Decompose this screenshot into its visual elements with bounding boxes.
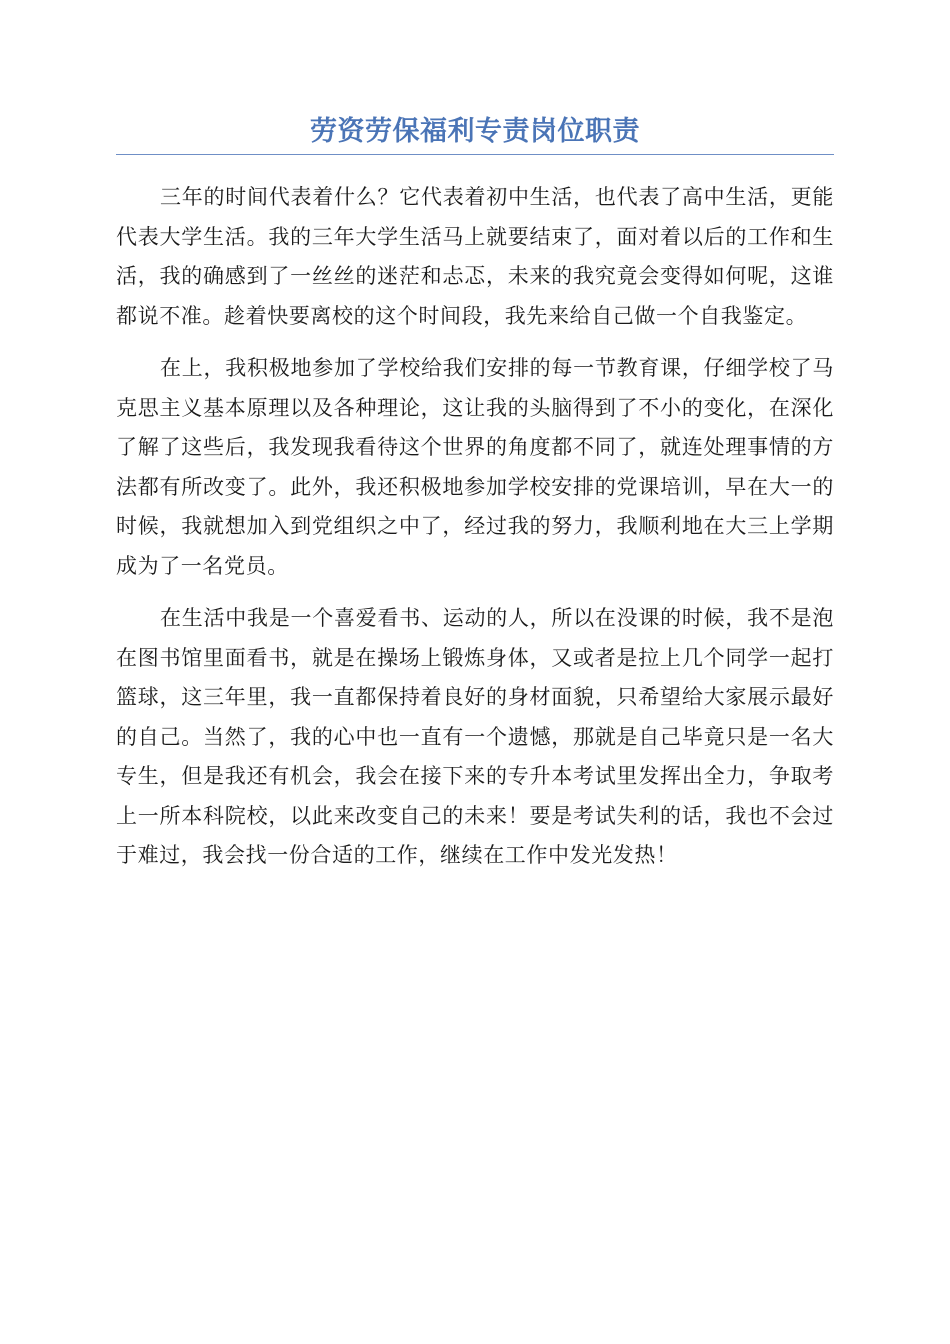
title-underline [116,154,834,155]
document-title: 劳资劳保福利专责岗位职责 [310,116,640,147]
document-body [116,178,834,889]
paragraph-3: 在生活中我是一个喜爱看书、运动的人，所以在没课的时候，我不是泡在图书馆里面看书，就是在操场上锻炼身体，又或者是拉上几个同学一起打篮球，这三年里，我一直都保持着良好的身材面貌，只希望给大家展示最好的自己。当然了，我的心中也一直有一个遗憾，那就是自己毕竟只是一名大专生，但是我还有机会，我会在接下来的专升本考试里发挥出全力，争取考上一所本科院校，以此来改变自己的未来！要是考试失利的话，我也不会过于难过，我会找一份合适的工作，继续在工作中发光发热！ [116,606,834,867]
paragraph-2: 在上，我积极地参加了学校给我们安排的每一节教育课，仔细学校了马克思主义基本原理以及各种理论，这让我的头脑得到了不小的变化，在深化了解了这些后，我发现我看待这个世界的角度都不同了，就连处理事情的方法都有所改变了。此外，我还积极地参加学校安排的党课培训，早在大一的时候，我就想加入到党组织之中了，经过我的努力，我顺利地在大三上学期成为了一名党员。 [116,356,834,578]
paragraph-1: 三年的时间代表着什么？它代表着初中生活，也代表了高中生活，更能代表大学生活。我的三年大学生活马上就要结束了，面对着以后的工作和生活，我的确感到了一丝丝的迷茫和忐忑，未来的我究竟会变得如何呢，这谁都说不准。趁着快要离校的这个时间段，我先来给自己做一个自我鉴定。 [116,185,834,328]
